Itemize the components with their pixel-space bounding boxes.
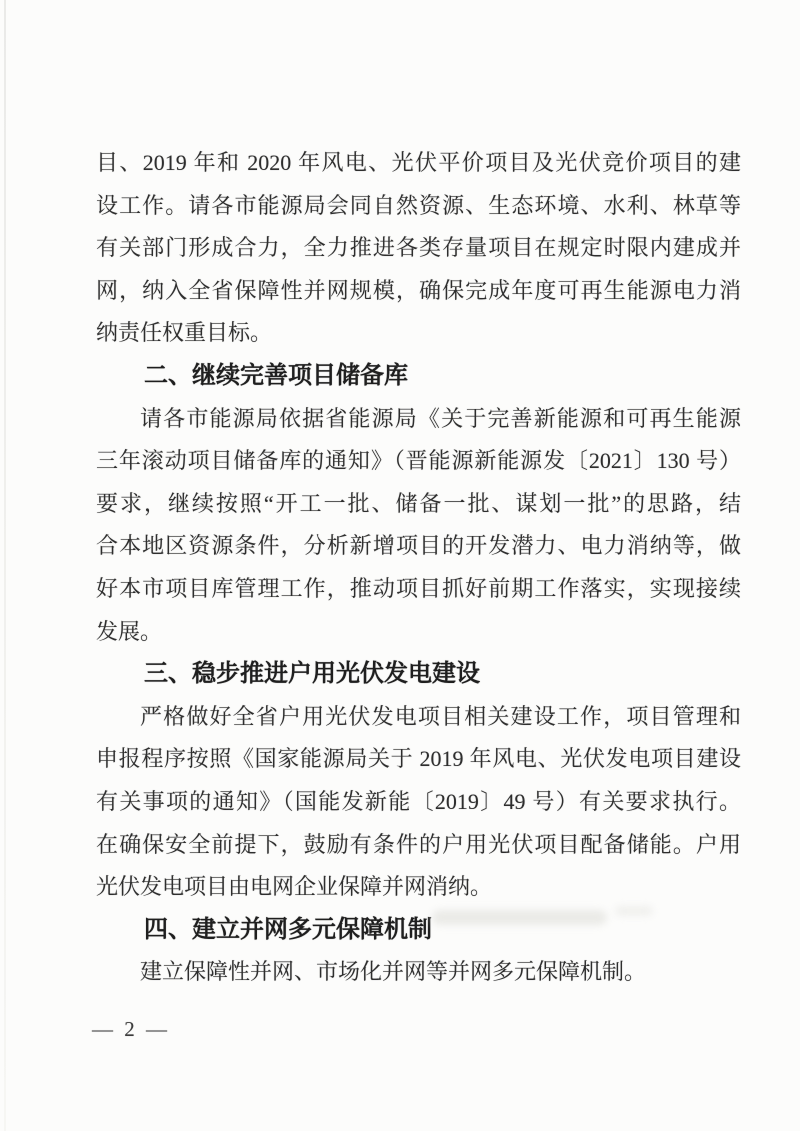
paragraph-line: 目、2019 年和 2020 年风电、光伏平价项目及光伏竞价项目的建 [96, 150, 741, 175]
paragraph-line: 申报程序按照《国家能源局关于 2019 年风电、光伏发电项目建设 [96, 746, 741, 772]
paragraph-line: 要求，继续按照“开工一批、储备一批、谋划一批”的思路，结 [96, 490, 741, 516]
scan-edge-artifact [4, 0, 6, 1131]
paragraph-line: 设工作。请各市能源局会同自然资源、生态环境、水利、林草等 [96, 192, 741, 218]
section-heading-3: 三、稳步推进户用光伏发电建设 [144, 660, 480, 688]
document-text [96, 142, 741, 994]
paragraph-line: 光伏发电项目由电网企业保障并网消纳。 [96, 874, 493, 900]
paragraph-line: 发展。 [96, 618, 163, 644]
paragraph-line: 有关事项的通知》（国能发新能〔2019〕49 号）有关要求执行。 [96, 788, 741, 814]
paragraph-line: 好本市项目库管理工作，推动项目抓好前期工作落实，实现接续 [96, 575, 741, 601]
paragraph-line: 合本地区资源条件，分析新增项目的开发潜力、电力消纳等，做 [96, 533, 741, 559]
paragraph-line: 有关部门形成合力，全力推进各类存量项目在规定时限内建成并 [96, 235, 741, 261]
paragraph-line: 建立保障性并网、市场化并网等并网多元保障机制。 [140, 959, 647, 985]
section-heading-2: 二、继续完善项目储备库 [144, 361, 408, 389]
paragraph-line: 网，纳入全省保障性并网规模，确保完成年度可再生能源电力消 [96, 277, 741, 303]
page-number: — 2 — [92, 1017, 170, 1041]
paragraph-line: 请各市能源局依据省能源局《关于完善新能源和可再生能源 [140, 405, 741, 431]
paragraph-line: 在确保安全前提下，鼓励有条件的户用光伏项目配备储能。户用 [96, 831, 741, 857]
bleed-through-artifact [432, 910, 607, 925]
paragraph-line: 严格做好全省户用光伏发电项目相关建设工作，项目管理和 [140, 703, 741, 729]
bleed-through-artifact [615, 906, 653, 916]
paragraph-line: 纳责任权重目标。 [96, 320, 273, 346]
paragraph-line: 三年滚动项目储备库的通知》（晋能源新能源发〔2021〕130 号） [96, 448, 741, 474]
section-heading-4: 四、建立并网多元保障机制 [144, 915, 432, 943]
